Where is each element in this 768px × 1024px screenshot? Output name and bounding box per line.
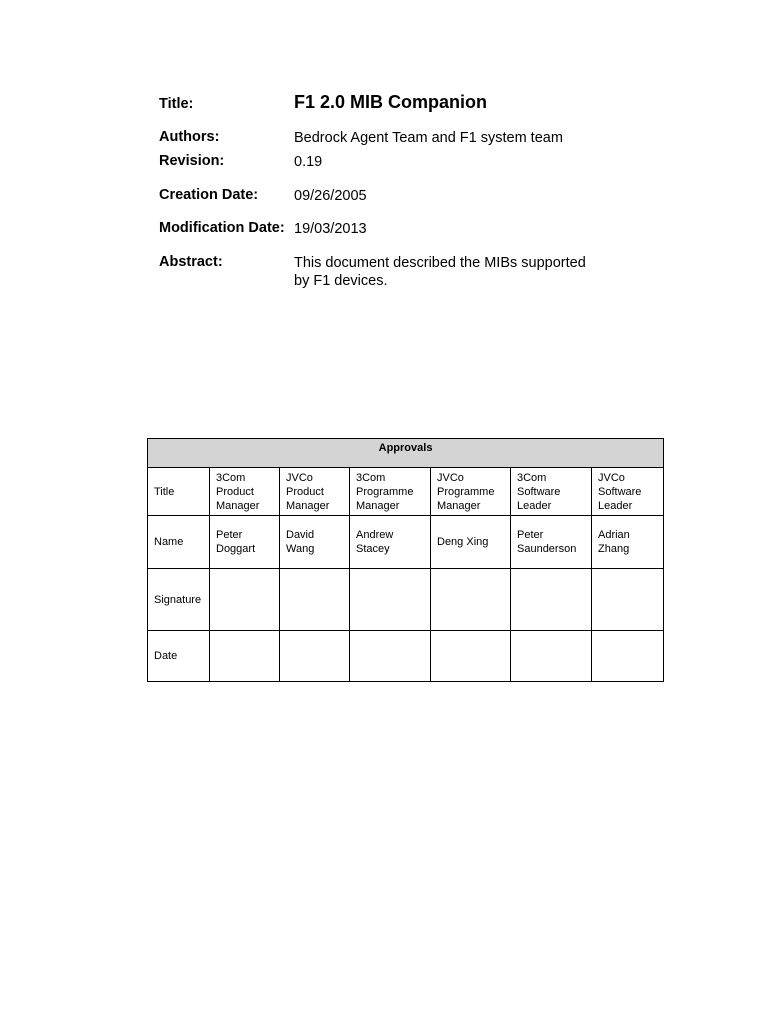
abstract-label: Abstract: [159,254,223,270]
signature-cell [350,569,431,631]
signature-cell [280,569,350,631]
date-cell [511,631,592,682]
approver-title-cell: 3Com Software Leader [511,468,592,516]
name-row [148,516,664,569]
abstract-value: This document described the MIBs supported by F1 devices. [294,255,586,289]
approver-name-cell: David Wang [280,516,350,569]
date-cell [280,631,350,682]
title-row [148,468,664,516]
revision-label: Revision: [159,153,225,169]
signature-cell [511,569,592,631]
approvals-header: Approvals [148,439,664,468]
signature-cell [431,569,511,631]
approver-title-cell: JVCo Programme Manager [431,468,511,516]
title-label: Title: [159,96,194,112]
approver-name-cell: Deng Xing [431,516,511,569]
authors-label: Authors: [159,129,220,145]
date-cell [350,631,431,682]
approver-name-cell: Peter Saunderson [511,516,592,569]
creation-date-label: Creation Date: [159,187,259,203]
date-cell [592,631,664,682]
revision-value: 0.19 [294,154,323,170]
approver-title-cell: JVCo Product Manager [280,468,350,516]
document-title: F1 2.0 MIB Companion [294,92,488,112]
row-label-signature: Signature [148,569,210,631]
modification-date-label: Modification Date: [159,220,285,236]
approver-name-cell: Adrian Zhang [592,516,664,569]
approver-name-cell: Peter Doggart [210,516,280,569]
signature-row [148,569,664,631]
signature-cell [210,569,280,631]
date-cell [210,631,280,682]
signature-cell [592,569,664,631]
date-cell [431,631,511,682]
approver-title-cell: 3Com Product Manager [210,468,280,516]
creation-date-value: 09/26/2005 [294,188,367,204]
row-label-name: Name [148,516,210,569]
row-label-date: Date [148,631,210,682]
modification-date-value: 19/03/2013 [294,221,367,237]
approver-title-cell: 3Com Programme Manager [350,468,431,516]
approvals-table [147,438,664,682]
authors-value: Bedrock Agent Team and F1 system team [294,130,563,146]
date-row [148,631,664,682]
approver-name-cell: Andrew Stacey [350,516,431,569]
approver-title-cell: JVCo Software Leader [592,468,664,516]
row-label-title: Title [148,468,210,516]
